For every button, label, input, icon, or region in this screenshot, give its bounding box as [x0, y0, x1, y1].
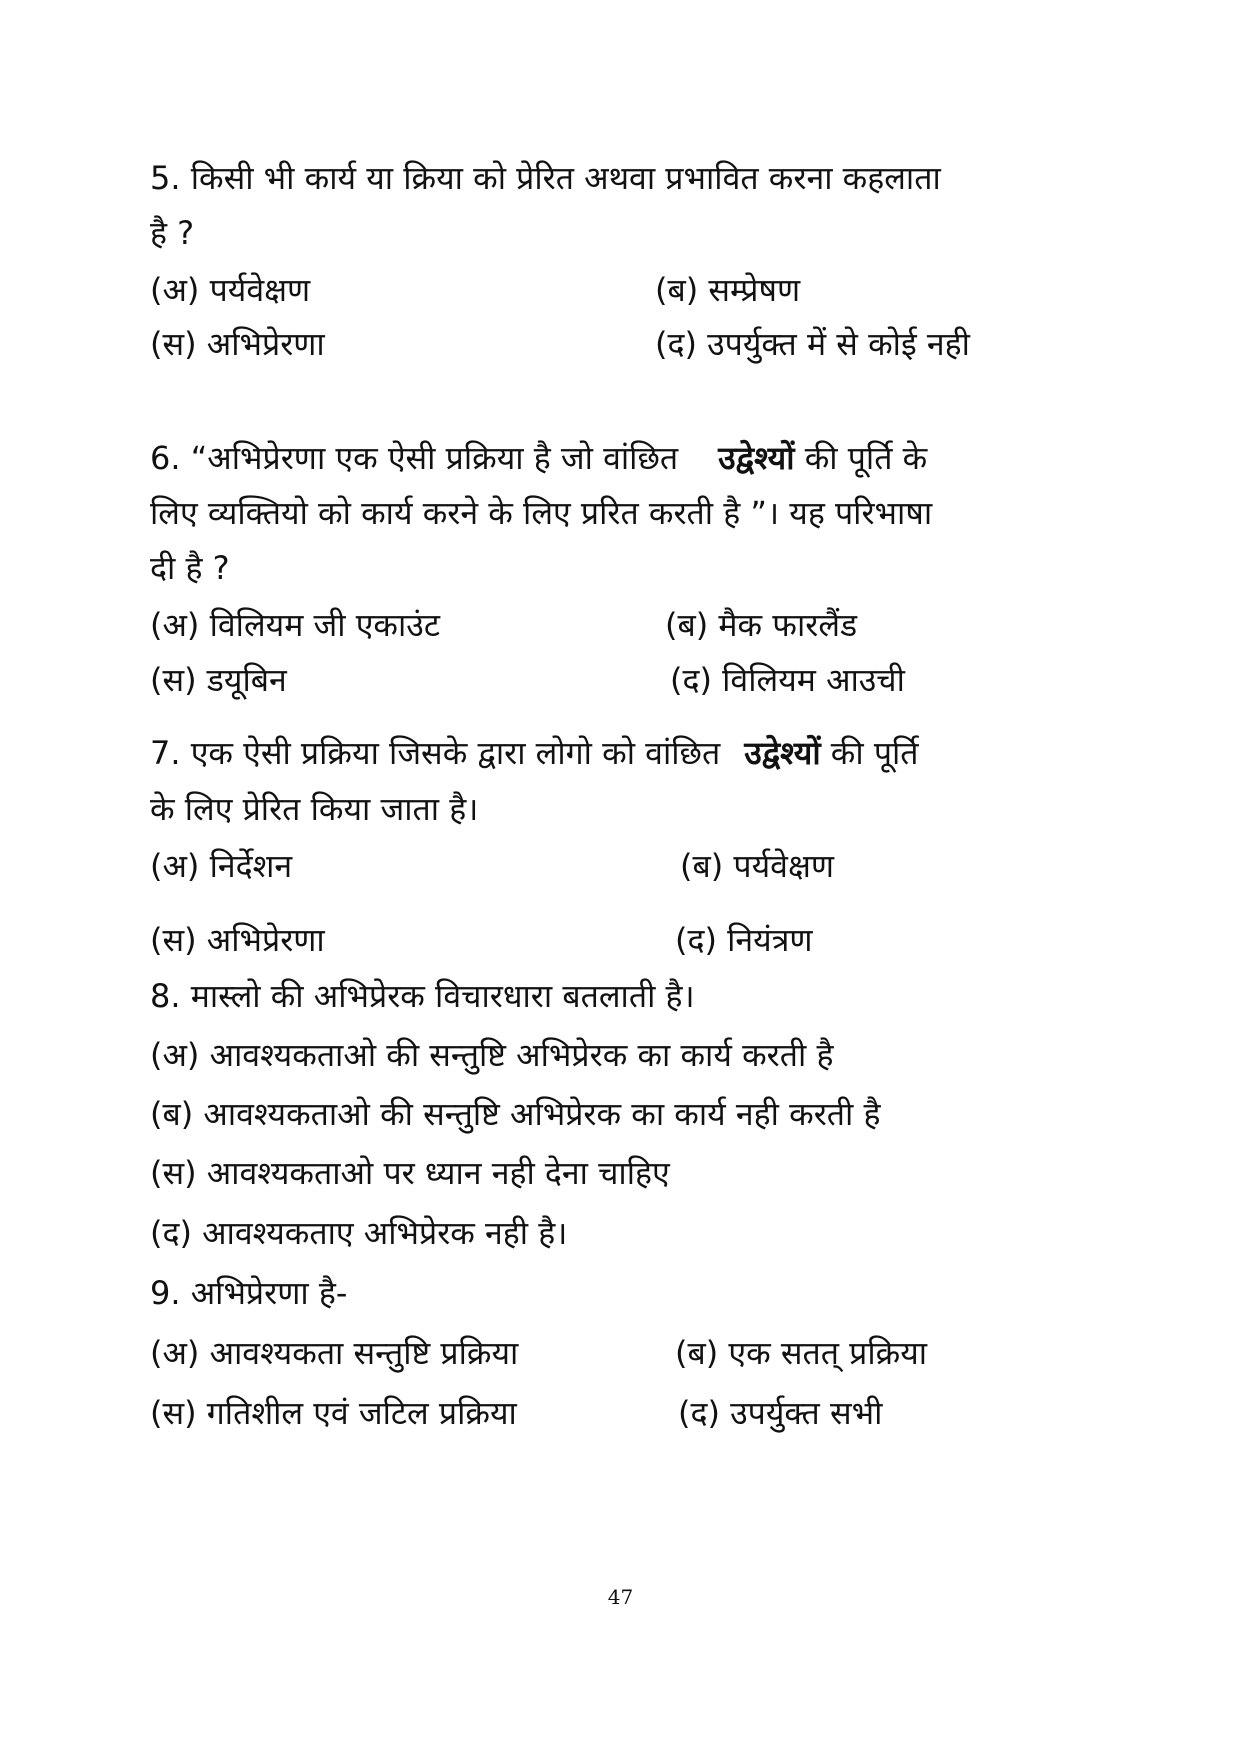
question-5-option-b: (ब) सम्प्रेषण [655, 271, 801, 309]
question-6-text [150, 430, 1095, 486]
page-number: 47 [607, 1585, 634, 1609]
question-5-text-cont: है ? [150, 214, 195, 252]
question-7-text [150, 725, 1095, 781]
question-5-option-a: (अ) पर्यवेक्षण [150, 271, 311, 309]
question-8-option-d: (द) आवश्यकताए अभिप्रेरक नही है। [150, 1214, 568, 1252]
question-7-option-b: (ब) पर्यवेक्षण [680, 847, 835, 885]
question-7-option-a: (अ) निर्देशन [150, 847, 293, 885]
question-6-text-cont: लिए व्यक्तियो को कार्य करने के लिए प्ररित करती है ”। यह परिभाषा [150, 494, 933, 532]
question-7-option-d: (द) नियंत्रण [675, 921, 813, 959]
question-9-option-c: (स) गतिशील एवं जटिल प्रक्रिया [150, 1394, 517, 1432]
question-6-text-end: की पूर्ति के [804, 439, 928, 477]
question-9-text: 9. अभिप्रेरणा है- [150, 1274, 348, 1312]
question-9-option-b: (ब) एक सतत् प्रक्रिया [675, 1334, 928, 1372]
question-8-option-b: (ब) आवश्यकताओ की सन्तुष्टि अभिप्रेरक का कार्य नही करती है [150, 1095, 881, 1133]
question-7-text-end: की पूर्ति [830, 734, 919, 772]
question-9-option-a: (अ) आवश्यकता सन्तुष्टि प्रक्रिया [150, 1334, 519, 1372]
question-7-bold-word: उद्वेश्यों [744, 734, 821, 772]
question-6-option-a: (अ) विलियम जी एकाउंट [150, 606, 440, 644]
question-8-text: 8. मास्लो की अभिप्रेरक विचारधारा बतलाती है। [150, 977, 695, 1015]
question-7-text-cont: के लिए प्रेरित किया जाता है। [150, 790, 479, 828]
question-9-option-d: (द) उपर्युक्त सभी [678, 1394, 883, 1432]
question-6-option-c: (स) डयूबिन [150, 661, 287, 699]
question-7-text-start: 7. एक ऐसी प्रक्रिया जिसके द्वारा लोगो को वांछित [150, 734, 721, 772]
question-6-option-d: (द) विलियम आउची [670, 661, 905, 699]
question-5-option-d: (द) उपर्युक्त में से कोई नही [655, 325, 970, 363]
question-6-text-start: 6. “अभिप्रेरणा एक ऐसी प्रक्रिया है जो वांछित [150, 439, 679, 477]
question-5-option-c: (स) अभिप्रेरणा [150, 325, 325, 363]
question-7-option-c: (स) अभिप्रेरणा [150, 921, 325, 959]
question-6-text-cont-2: दी है ? [150, 549, 230, 587]
question-6-bold-word: उद्वेश्यों [718, 439, 795, 477]
question-8-option-a: (अ) आवश्यकताओ की सन्तुष्टि अभिप्रेरक का कार्य करती है [150, 1036, 834, 1074]
question-5-text: 5. किसी भी कार्य या क्रिया को प्रेरित अथवा प्रभावित करना कहलाता [150, 159, 941, 197]
question-6-option-b: (ब) मैक फारलैंड [665, 606, 858, 644]
question-8-option-c: (स) आवश्यकताओ पर ध्यान नही देना चाहिए [150, 1154, 670, 1192]
